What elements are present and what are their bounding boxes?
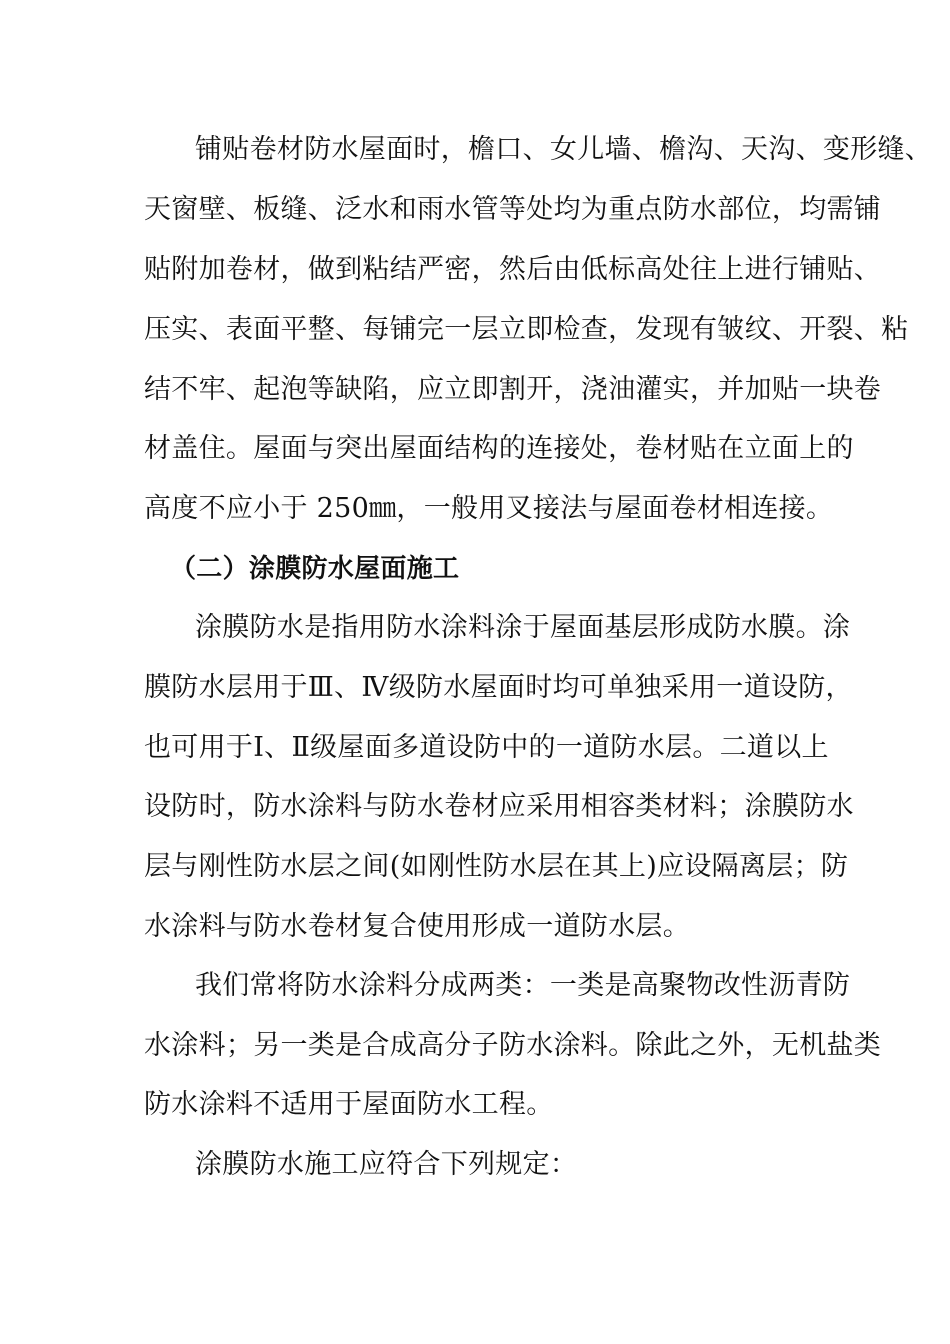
paragraph-1-line-1: 铺贴卷材防水屋面时，檐口、女儿墙、檐沟、天沟、变形缝、 bbox=[195, 134, 933, 165]
paragraph-1-line-2: 天窗壁、板缝、泛水和雨水管等处均为重点防水部位，均需铺 bbox=[144, 194, 882, 225]
paragraph-2-line-5: 层与刚性防水层之间(如刚性防水层在其上)应设隔离层；防 bbox=[144, 851, 849, 882]
paragraph-2-line-2: 膜防水层用于Ⅲ、Ⅳ级防水屋面时均可单独采用一道设防， bbox=[144, 672, 853, 703]
paragraph-2-line-1: 涂膜防水是指用防水涂料涂于屋面基层形成防水膜。涂 bbox=[195, 612, 851, 643]
paragraph-3-line-2: 水涂料；另一类是合成高分子防水涂料。除此之外，无机盐类 bbox=[144, 1030, 882, 1061]
paragraph-4-line-1: 涂膜防水施工应符合下列规定： bbox=[195, 1149, 578, 1180]
paragraph-3-line-1: 我们常将防水涂料分成两类：一类是高聚物改性沥青防 bbox=[195, 970, 851, 1001]
paragraph-2-line-6: 水涂料与防水卷材复合使用形成一道防水层。 bbox=[144, 911, 690, 942]
paragraph-1-line-7: 高度不应小于 250㎜，一般用叉接法与屋面卷材相连接。 bbox=[144, 493, 834, 524]
paragraph-1-line-3: 贴附加卷材，做到粘结严密，然后由低标高处往上进行铺贴、 bbox=[144, 254, 882, 285]
paragraph-2-line-4: 设防时，防水涂料与防水卷材应采用相容类材料；涂膜防水 bbox=[144, 791, 854, 822]
paragraph-1-line-6: 材盖住。屋面与突出屋面结构的连接处，卷材贴在立面上的 bbox=[144, 433, 854, 464]
paragraph-3-line-3: 防水涂料不适用于屋面防水工程。 bbox=[144, 1089, 554, 1120]
section-heading: （二）涂膜防水屋面施工 bbox=[170, 554, 460, 584]
paragraph-1-line-4: 压实、表面平整、每铺完一层立即检查，发现有皱纹、开裂、粘 bbox=[144, 314, 909, 345]
paragraph-2-line-3: 也可用于Ⅰ、Ⅱ级屋面多道设防中的一道防水层。二道以上 bbox=[144, 732, 829, 763]
paragraph-1-line-5: 结不牢、起泡等缺陷，应立即割开，浇油灌实，并加贴一块卷 bbox=[144, 374, 882, 405]
